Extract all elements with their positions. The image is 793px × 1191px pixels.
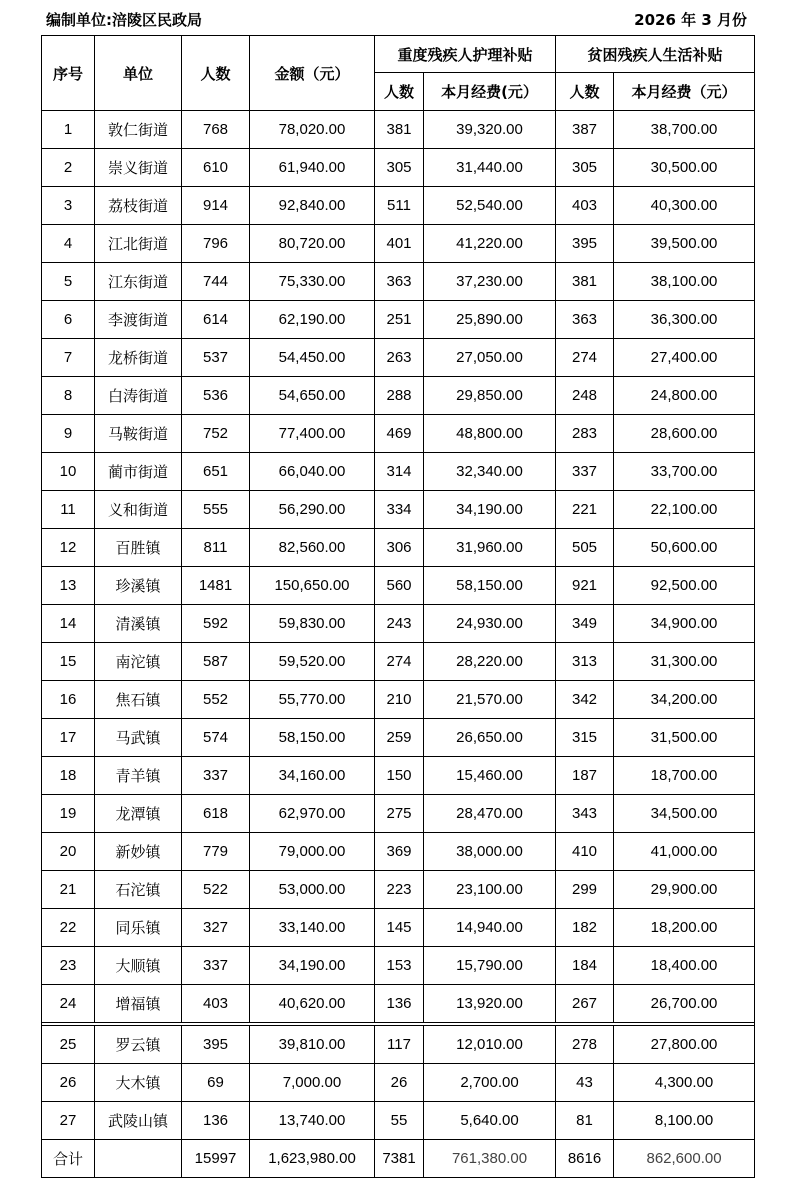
total-label: 合计: [42, 1140, 95, 1178]
row-count: 614: [182, 301, 250, 339]
row-count: 587: [182, 643, 250, 681]
row-count: 796: [182, 225, 250, 263]
row-count: 403: [182, 985, 250, 1023]
row-severe-count: 305: [375, 149, 424, 187]
row-unit: 马鞍街道: [95, 415, 182, 453]
row-seq: 11: [42, 491, 95, 529]
row-severe-fund: 14,940.00: [424, 909, 556, 947]
table-row: [42, 1064, 755, 1102]
row-amount: 55,770.00: [250, 681, 375, 719]
row-count: 555: [182, 491, 250, 529]
row-count: 395: [182, 1026, 250, 1064]
header-poor-count: 人数: [556, 73, 614, 111]
row-severe-fund: 38,000.00: [424, 833, 556, 871]
row-seq: 12: [42, 529, 95, 567]
row-unit: 青羊镇: [95, 757, 182, 795]
row-severe-count: 314: [375, 453, 424, 491]
row-amount: 40,620.00: [250, 985, 375, 1023]
row-amount: 62,190.00: [250, 301, 375, 339]
table-row: [42, 909, 755, 947]
row-severe-count: 306: [375, 529, 424, 567]
table-row: [42, 833, 755, 871]
row-severe-count: 153: [375, 947, 424, 985]
row-poor-count: 283: [556, 415, 614, 453]
row-seq: 16: [42, 681, 95, 719]
row-poor-fund: 27,400.00: [614, 339, 755, 377]
row-severe-count: 243: [375, 605, 424, 643]
row-poor-count: 221: [556, 491, 614, 529]
row-poor-count: 274: [556, 339, 614, 377]
row-poor-count: 313: [556, 643, 614, 681]
row-amount: 61,940.00: [250, 149, 375, 187]
row-count: 337: [182, 947, 250, 985]
row-severe-count: 251: [375, 301, 424, 339]
row-unit: 清溪镇: [95, 605, 182, 643]
row-amount: 56,290.00: [250, 491, 375, 529]
row-amount: 34,190.00: [250, 947, 375, 985]
row-unit: 龙桥街道: [95, 339, 182, 377]
row-severe-count: 26: [375, 1064, 424, 1102]
row-seq: 7: [42, 339, 95, 377]
row-severe-fund: 25,890.00: [424, 301, 556, 339]
header-count: 人数: [182, 36, 250, 111]
row-severe-fund: 2,700.00: [424, 1064, 556, 1102]
row-unit: 江东街道: [95, 263, 182, 301]
row-severe-count: 275: [375, 795, 424, 833]
row-seq: 21: [42, 871, 95, 909]
row-poor-count: 387: [556, 111, 614, 149]
row-severe-fund: 31,440.00: [424, 149, 556, 187]
row-severe-fund: 15,460.00: [424, 757, 556, 795]
table-row: [42, 529, 755, 567]
row-poor-fund: 92,500.00: [614, 567, 755, 605]
row-severe-fund: 13,920.00: [424, 985, 556, 1023]
total-poor-fund: 862,600.00: [614, 1140, 755, 1178]
table-row: [42, 415, 755, 453]
row-unit: 敦仁街道: [95, 111, 182, 149]
row-amount: 80,720.00: [250, 225, 375, 263]
row-severe-count: 288: [375, 377, 424, 415]
row-amount: 92,840.00: [250, 187, 375, 225]
row-poor-fund: 40,300.00: [614, 187, 755, 225]
row-seq: 2: [42, 149, 95, 187]
row-amount: 78,020.00: [250, 111, 375, 149]
row-count: 537: [182, 339, 250, 377]
total-unit-empty: [95, 1140, 182, 1178]
row-seq: 25: [42, 1026, 95, 1064]
row-seq: 17: [42, 719, 95, 757]
row-poor-fund: 18,400.00: [614, 947, 755, 985]
row-severe-fund: 23,100.00: [424, 871, 556, 909]
row-poor-count: 410: [556, 833, 614, 871]
row-severe-fund: 26,650.00: [424, 719, 556, 757]
row-count: 618: [182, 795, 250, 833]
row-unit: 龙潭镇: [95, 795, 182, 833]
row-amount: 77,400.00: [250, 415, 375, 453]
row-unit: 石沱镇: [95, 871, 182, 909]
row-count: 574: [182, 719, 250, 757]
row-poor-count: 505: [556, 529, 614, 567]
row-severe-fund: 32,340.00: [424, 453, 556, 491]
table-row: [42, 377, 755, 415]
row-unit: 蔺市街道: [95, 453, 182, 491]
row-amount: 79,000.00: [250, 833, 375, 871]
table-row: [42, 567, 755, 605]
row-unit: 焦石镇: [95, 681, 182, 719]
row-count: 744: [182, 263, 250, 301]
row-severe-fund: 5,640.00: [424, 1102, 556, 1140]
row-seq: 20: [42, 833, 95, 871]
header-unit: 单位: [95, 36, 182, 111]
row-poor-fund: 34,200.00: [614, 681, 755, 719]
row-count: 337: [182, 757, 250, 795]
table-row: [42, 795, 755, 833]
row-count: 552: [182, 681, 250, 719]
row-seq: 13: [42, 567, 95, 605]
total-poor-count: 8616: [556, 1140, 614, 1178]
table-row: [42, 719, 755, 757]
row-severe-fund: 31,960.00: [424, 529, 556, 567]
total-severe-fund: 761,380.00: [424, 1140, 556, 1178]
row-unit: 南沱镇: [95, 643, 182, 681]
row-seq: 10: [42, 453, 95, 491]
row-amount: 58,150.00: [250, 719, 375, 757]
row-severe-fund: 39,320.00: [424, 111, 556, 149]
row-severe-fund: 52,540.00: [424, 187, 556, 225]
row-poor-fund: 27,800.00: [614, 1026, 755, 1064]
row-count: 752: [182, 415, 250, 453]
row-poor-fund: 50,600.00: [614, 529, 755, 567]
table-row: [42, 947, 755, 985]
report-period: 2026 年 3 月份: [634, 11, 747, 29]
row-unit: 大顺镇: [95, 947, 182, 985]
row-count: 536: [182, 377, 250, 415]
row-amount: 33,140.00: [250, 909, 375, 947]
row-severe-fund: 24,930.00: [424, 605, 556, 643]
row-poor-count: 315: [556, 719, 614, 757]
row-count: 779: [182, 833, 250, 871]
row-poor-count: 381: [556, 263, 614, 301]
row-poor-count: 395: [556, 225, 614, 263]
row-unit: 江北街道: [95, 225, 182, 263]
row-seq: 18: [42, 757, 95, 795]
row-unit: 义和街道: [95, 491, 182, 529]
row-poor-fund: 31,300.00: [614, 643, 755, 681]
row-unit: 珍溪镇: [95, 567, 182, 605]
row-severe-fund: 37,230.00: [424, 263, 556, 301]
row-count: 522: [182, 871, 250, 909]
row-count: 136: [182, 1102, 250, 1140]
table-row: [42, 757, 755, 795]
row-severe-count: 210: [375, 681, 424, 719]
row-amount: 34,160.00: [250, 757, 375, 795]
table-row: [42, 111, 755, 149]
row-poor-count: 305: [556, 149, 614, 187]
row-severe-count: 263: [375, 339, 424, 377]
row-seq: 3: [42, 187, 95, 225]
row-seq: 9: [42, 415, 95, 453]
row-amount: 62,970.00: [250, 795, 375, 833]
row-amount: 59,520.00: [250, 643, 375, 681]
row-severe-count: 223: [375, 871, 424, 909]
row-seq: 27: [42, 1102, 95, 1140]
row-poor-fund: 18,200.00: [614, 909, 755, 947]
row-poor-fund: 29,900.00: [614, 871, 755, 909]
row-severe-count: 401: [375, 225, 424, 263]
row-amount: 53,000.00: [250, 871, 375, 909]
row-count: 651: [182, 453, 250, 491]
row-seq: 8: [42, 377, 95, 415]
row-unit: 荔枝街道: [95, 187, 182, 225]
row-poor-count: 921: [556, 567, 614, 605]
row-unit: 李渡街道: [95, 301, 182, 339]
row-seq: 1: [42, 111, 95, 149]
row-severe-count: 145: [375, 909, 424, 947]
row-amount: 7,000.00: [250, 1064, 375, 1102]
row-severe-fund: 34,190.00: [424, 491, 556, 529]
total-count: 15997: [182, 1140, 250, 1178]
row-severe-count: 381: [375, 111, 424, 149]
row-unit: 武陵山镇: [95, 1102, 182, 1140]
table-row: [42, 985, 755, 1023]
table-row: [42, 1102, 755, 1140]
total-severe-count: 7381: [375, 1140, 424, 1178]
row-count: 914: [182, 187, 250, 225]
table-row: [42, 643, 755, 681]
row-seq: 4: [42, 225, 95, 263]
header-seq: 序号: [42, 36, 95, 111]
row-count: 327: [182, 909, 250, 947]
header-severe-fund: 本月经费(元）: [424, 73, 556, 111]
row-unit: 白涛街道: [95, 377, 182, 415]
row-severe-fund: 21,570.00: [424, 681, 556, 719]
table-row: [42, 187, 755, 225]
table-row: [42, 491, 755, 529]
row-poor-count: 343: [556, 795, 614, 833]
row-poor-fund: 22,100.00: [614, 491, 755, 529]
row-poor-count: 337: [556, 453, 614, 491]
row-count: 811: [182, 529, 250, 567]
row-seq: 22: [42, 909, 95, 947]
subsidy-table: [41, 35, 755, 1178]
row-poor-fund: 34,900.00: [614, 605, 755, 643]
row-seq: 5: [42, 263, 95, 301]
row-unit: 崇义街道: [95, 149, 182, 187]
header-amount: 金额（元）: [250, 36, 375, 111]
row-severe-count: 511: [375, 187, 424, 225]
row-severe-count: 55: [375, 1102, 424, 1140]
row-poor-count: 403: [556, 187, 614, 225]
row-count: 69: [182, 1064, 250, 1102]
row-seq: 24: [42, 985, 95, 1023]
table-row: [42, 301, 755, 339]
row-poor-fund: 24,800.00: [614, 377, 755, 415]
row-poor-count: 248: [556, 377, 614, 415]
row-poor-fund: 26,700.00: [614, 985, 755, 1023]
row-severe-fund: 41,220.00: [424, 225, 556, 263]
row-unit: 新妙镇: [95, 833, 182, 871]
row-severe-count: 136: [375, 985, 424, 1023]
row-count: 592: [182, 605, 250, 643]
table-row: [42, 225, 755, 263]
row-count: 768: [182, 111, 250, 149]
row-poor-count: 81: [556, 1102, 614, 1140]
row-poor-fund: 33,700.00: [614, 453, 755, 491]
row-seq: 14: [42, 605, 95, 643]
row-amount: 54,650.00: [250, 377, 375, 415]
row-amount: 75,330.00: [250, 263, 375, 301]
row-severe-fund: 58,150.00: [424, 567, 556, 605]
row-seq: 26: [42, 1064, 95, 1102]
row-unit: 大木镇: [95, 1064, 182, 1102]
row-amount: 59,830.00: [250, 605, 375, 643]
row-severe-fund: 29,850.00: [424, 377, 556, 415]
row-amount: 13,740.00: [250, 1102, 375, 1140]
row-seq: 15: [42, 643, 95, 681]
row-poor-count: 299: [556, 871, 614, 909]
row-severe-fund: 28,470.00: [424, 795, 556, 833]
table-row: [42, 263, 755, 301]
row-amount: 150,650.00: [250, 567, 375, 605]
row-unit: 百胜镇: [95, 529, 182, 567]
row-poor-fund: 38,100.00: [614, 263, 755, 301]
row-poor-fund: 36,300.00: [614, 301, 755, 339]
header-severe-disability-subsidy: 重度残疾人护理补贴: [375, 36, 556, 73]
row-poor-count: 278: [556, 1026, 614, 1064]
row-poor-count: 342: [556, 681, 614, 719]
total-amount: 1,623,980.00: [250, 1140, 375, 1178]
row-count: 1481: [182, 567, 250, 605]
table-row: [42, 149, 755, 187]
row-amount: 82,560.00: [250, 529, 375, 567]
row-poor-fund: 4,300.00: [614, 1064, 755, 1102]
row-seq: 6: [42, 301, 95, 339]
row-poor-fund: 18,700.00: [614, 757, 755, 795]
row-amount: 39,810.00: [250, 1026, 375, 1064]
row-unit: 增福镇: [95, 985, 182, 1023]
row-poor-count: 363: [556, 301, 614, 339]
row-poor-fund: 34,500.00: [614, 795, 755, 833]
row-seq: 19: [42, 795, 95, 833]
row-poor-fund: 8,100.00: [614, 1102, 755, 1140]
table-row: [42, 605, 755, 643]
row-unit: 同乐镇: [95, 909, 182, 947]
row-poor-count: 187: [556, 757, 614, 795]
row-severe-fund: 28,220.00: [424, 643, 556, 681]
row-poor-fund: 28,600.00: [614, 415, 755, 453]
row-poor-fund: 38,700.00: [614, 111, 755, 149]
row-severe-count: 150: [375, 757, 424, 795]
row-severe-count: 469: [375, 415, 424, 453]
row-poor-fund: 30,500.00: [614, 149, 755, 187]
row-seq: 23: [42, 947, 95, 985]
row-unit: 马武镇: [95, 719, 182, 757]
row-severe-fund: 27,050.00: [424, 339, 556, 377]
row-poor-fund: 31,500.00: [614, 719, 755, 757]
total-row: [42, 1140, 755, 1178]
header-severe-count: 人数: [375, 73, 424, 111]
row-amount: 66,040.00: [250, 453, 375, 491]
row-severe-fund: 12,010.00: [424, 1026, 556, 1064]
row-poor-fund: 41,000.00: [614, 833, 755, 871]
row-poor-count: 349: [556, 605, 614, 643]
table-row: [42, 681, 755, 719]
header-poor-disability-subsidy: 贫困残疾人生活补贴: [556, 36, 755, 73]
row-severe-count: 274: [375, 643, 424, 681]
table-row: [42, 453, 755, 491]
row-severe-count: 560: [375, 567, 424, 605]
header-poor-fund: 本月经费（元）: [614, 73, 755, 111]
row-poor-count: 43: [556, 1064, 614, 1102]
table-row: [42, 339, 755, 377]
row-severe-fund: 15,790.00: [424, 947, 556, 985]
row-severe-count: 334: [375, 491, 424, 529]
row-severe-fund: 48,800.00: [424, 415, 556, 453]
row-count: 610: [182, 149, 250, 187]
compiling-unit: 编制单位:涪陵区民政局: [46, 11, 202, 29]
row-poor-count: 182: [556, 909, 614, 947]
row-severe-count: 259: [375, 719, 424, 757]
table-row: [42, 1026, 755, 1064]
row-poor-count: 184: [556, 947, 614, 985]
row-severe-count: 117: [375, 1026, 424, 1064]
row-amount: 54,450.00: [250, 339, 375, 377]
row-severe-count: 363: [375, 263, 424, 301]
row-poor-fund: 39,500.00: [614, 225, 755, 263]
row-severe-count: 369: [375, 833, 424, 871]
row-unit: 罗云镇: [95, 1026, 182, 1064]
row-poor-count: 267: [556, 985, 614, 1023]
table-row: [42, 871, 755, 909]
